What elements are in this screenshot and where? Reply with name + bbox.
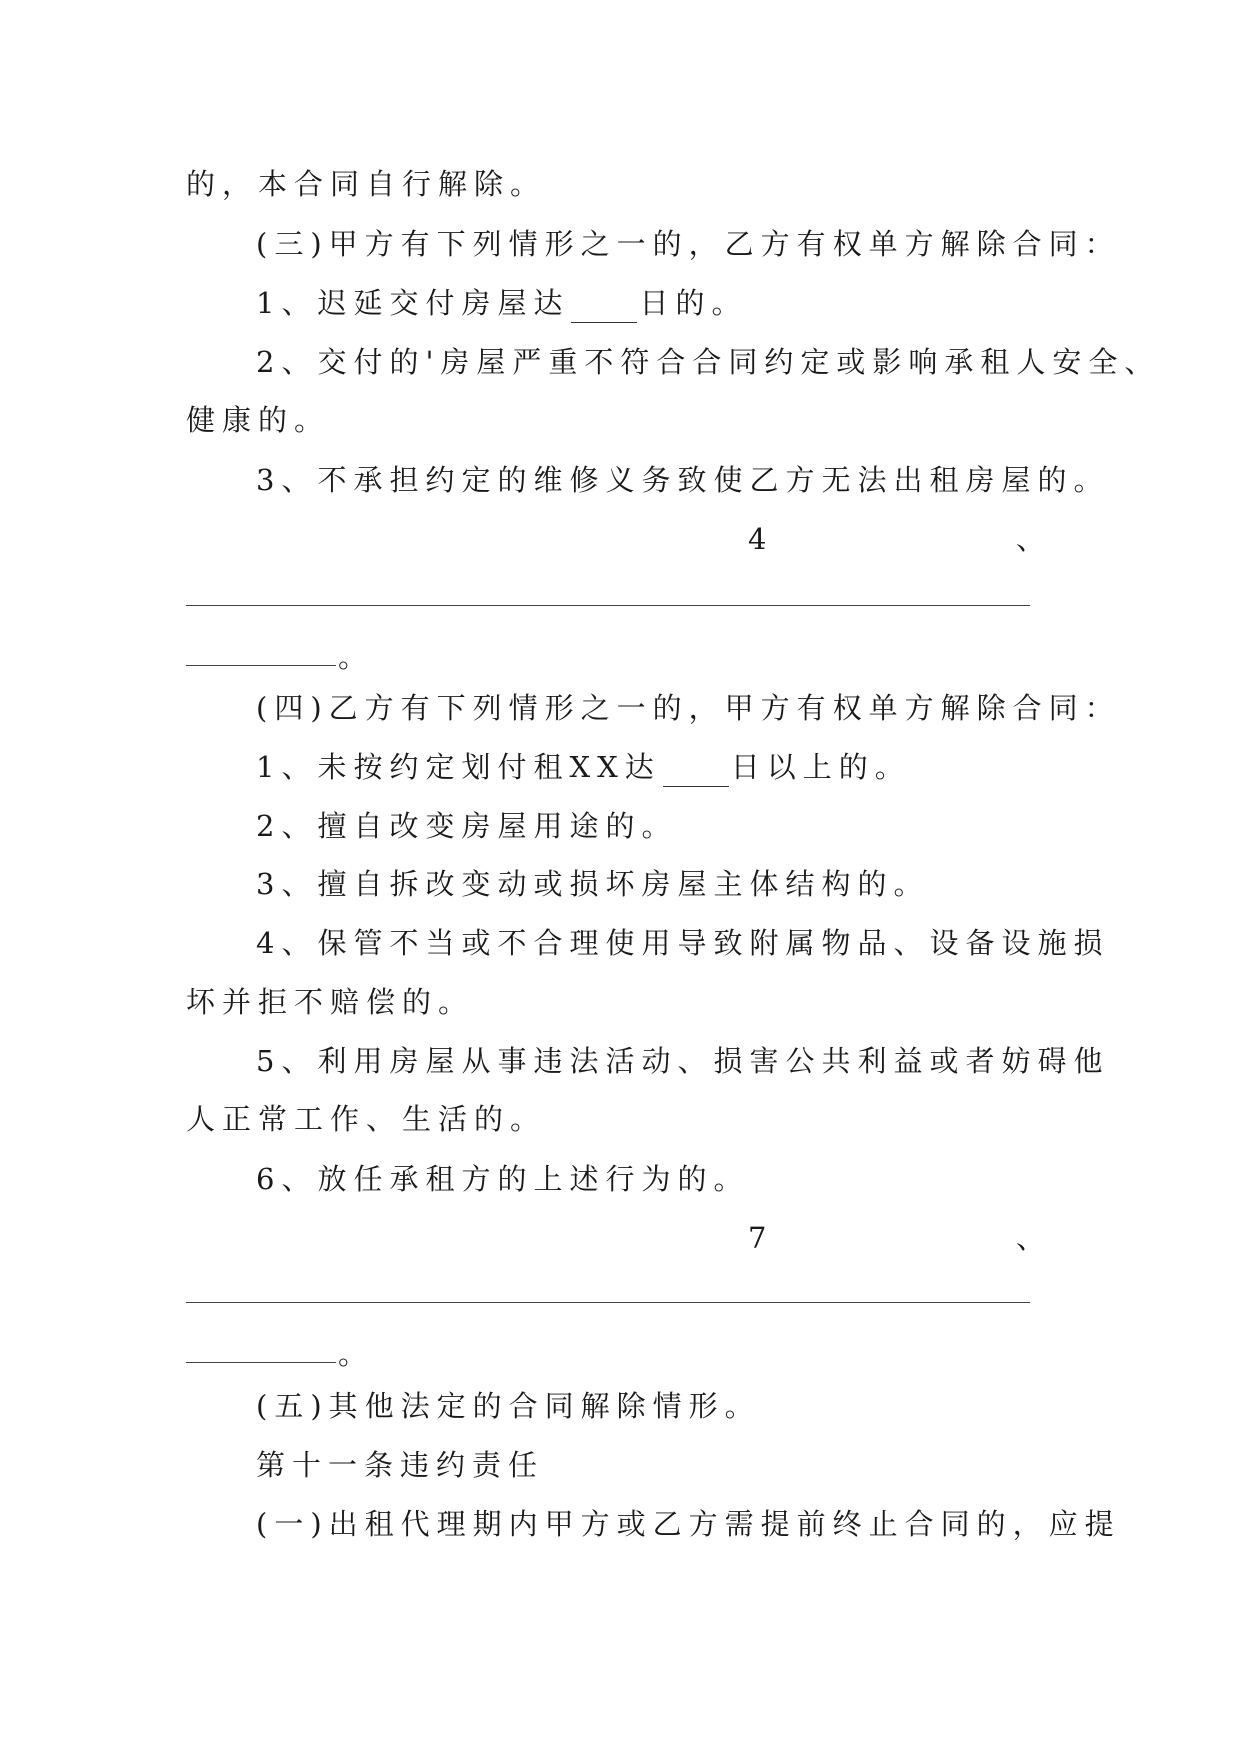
fill-blank [571,292,637,323]
list-item-continuation: 坏并拒不赔偿的。 [186,985,475,1019]
list-item: 3、擅自拆改变动或损坏房屋主体结构的。 [256,867,930,901]
fill-blank-short [186,1362,336,1363]
paragraph-line: 的，本合同自行解除。 [186,167,547,201]
list-item-continuation: 健康的。 [186,403,331,437]
list-item: 3、不承担约定的维修义务致使乙方无法出租房屋的。 [256,463,1110,497]
clause-heading-5: (五)其他法定的合同解除情形。 [256,1389,761,1423]
list-item-text-end: 日以上的。 [730,750,911,784]
list-item-number: 7 [748,1221,767,1255]
fill-blank [663,756,729,787]
list-item-number: 4 [748,522,767,556]
list-item [256,283,747,323]
clause-heading-3: (三)甲方有下列情形之一的，乙方有权单方解除合同： [256,227,1121,261]
list-item: 2、擅自改变房屋用途的。 [256,809,678,843]
article-heading: 第十一条违约责任 [256,1448,545,1482]
list-item [256,747,911,787]
list-item-text-end: 日的。 [639,286,748,320]
sentence-end: 。 [338,640,368,674]
list-item: 5、利用房屋从事违法活动、损害公共利益或者妨碍他 [256,1044,1110,1078]
clause-heading-4: (四)乙方有下列情形之一的，甲方有权单方解除合同： [256,691,1121,725]
enumeration-mark: 、 [1016,1221,1046,1255]
fill-blank-line [186,605,1030,606]
list-item: 6、放任承租方的上述行为的。 [256,1162,750,1196]
fill-blank-short [186,665,336,666]
list-item-text: 1、迟延交付房屋达 [256,286,570,320]
clause-heading-1: (一)出租代理期内甲方或乙方需提前终止合同的，应提 [256,1507,1121,1541]
fill-blank-line [186,1302,1030,1303]
sentence-end: 。 [338,1337,368,1371]
list-item: 2、交付的'房屋严重不符合合同约定或影响承租人安全、 [256,345,1161,379]
enumeration-mark: 、 [1016,522,1046,556]
list-item-text: 1、未按约定划付租XX达 [256,750,661,784]
list-item: 4、保管不当或不合理使用导致附属物品、设备设施损 [256,926,1110,960]
list-item-continuation: 人正常工作、生活的。 [186,1102,547,1136]
